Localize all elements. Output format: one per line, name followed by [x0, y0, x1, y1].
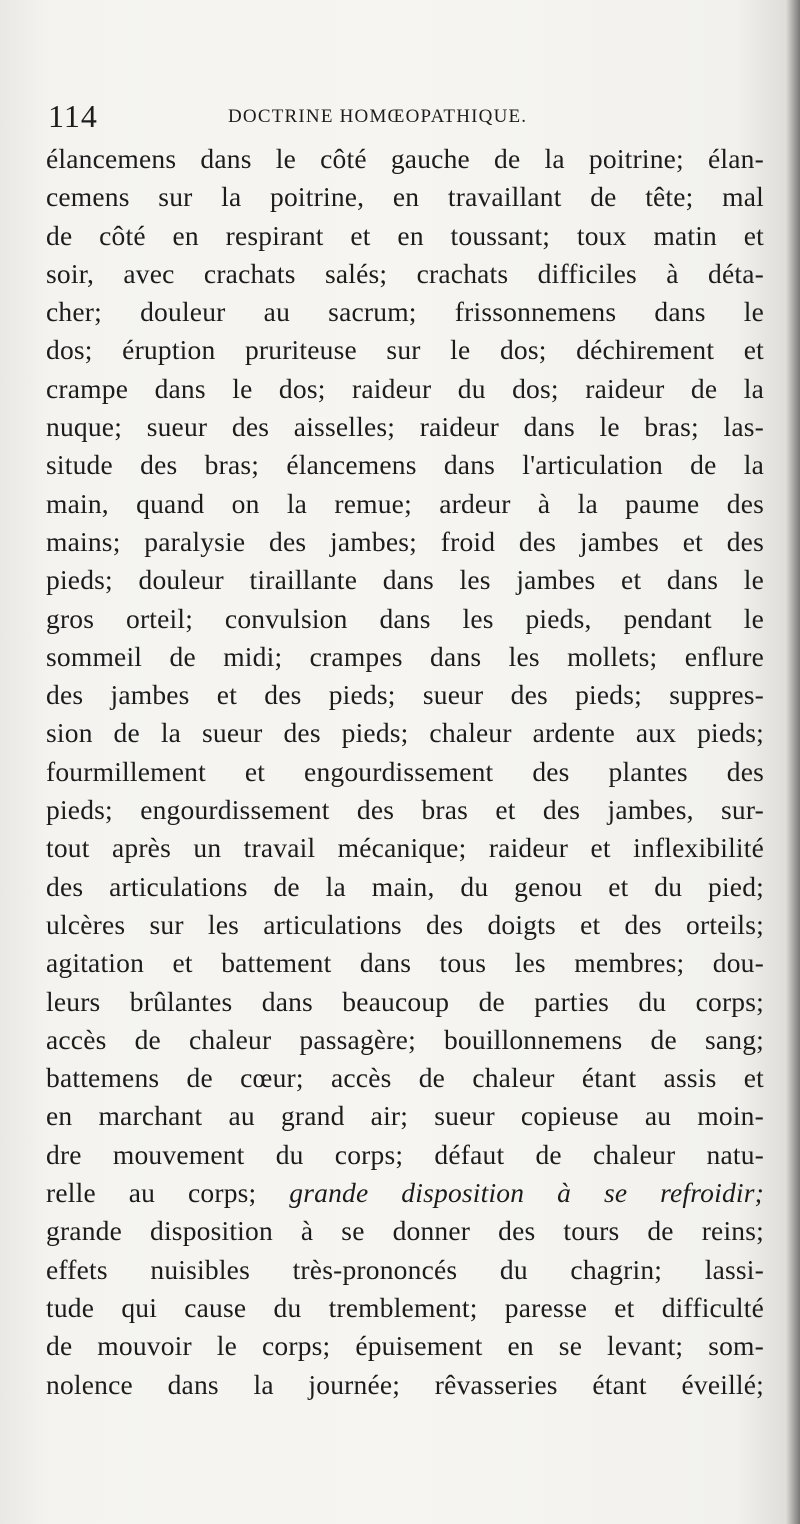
- binding-shadow: [786, 0, 800, 1524]
- text-line: grande disposition à se donner des tours de reins;: [46, 1215, 764, 1247]
- text-line: tude qui cause du tremblement; paresse et difficulté: [46, 1291, 764, 1323]
- running-title: DOCTRINE HOMŒOPATHIQUE.: [228, 106, 528, 127]
- page-number: 114: [48, 98, 98, 134]
- text-line: dos; éruption pruriteuse sur le dos; déchirement et: [46, 334, 764, 366]
- text-line: des articulations de la main, du genou et du pied;: [46, 870, 764, 902]
- text-line: ulcères sur les articulations des doigts et des orteils;: [46, 908, 764, 940]
- text-line-mixed: [46, 1174, 764, 1212]
- text-line: fourmillement et engourdissement des plantes des: [46, 755, 764, 787]
- text-line: leurs brûlantes dans beaucoup de parties du corps;: [46, 985, 764, 1017]
- text-line: gros orteil; convulsion dans les pieds, pendant le: [46, 602, 764, 634]
- text-line: nolence dans la journée; rêvasseries étant éveillé;: [46, 1368, 764, 1400]
- italic-phrase: grande disposition à se refroidir;: [289, 1177, 764, 1209]
- page-header: [48, 96, 768, 136]
- text-line: accès de chaleur passagère; bouillonnemens de sang;: [46, 1023, 764, 1055]
- text-segment: relle au corps;: [46, 1177, 290, 1209]
- text-line: en marchant au grand air; sueur copieuse au moin-: [46, 1100, 764, 1132]
- body-text: [46, 140, 764, 1404]
- text-line: agitation et battement dans tous les membres; dou-: [46, 947, 764, 979]
- text-line: dre mouvement du corps; défaut de chaleur natu-: [46, 1138, 764, 1170]
- text-line: soir, avec crachats salés; crachats difficiles à déta-: [46, 257, 764, 289]
- text-line: main, quand on la remue; ardeur à la paume des: [46, 487, 764, 519]
- text-line: des jambes et des pieds; sueur des pieds; suppres-: [46, 679, 764, 711]
- text-line: sion de la sueur des pieds; chaleur ardente aux pieds;: [46, 717, 764, 749]
- text-line: tout après un travail mécanique; raideur et inflexibilité: [46, 832, 764, 864]
- text-line: situde des bras; élancemens dans l'articulation de la: [46, 449, 764, 481]
- text-line: de mouvoir le corps; épuisement en se levant; som-: [46, 1330, 764, 1362]
- text-line: cemens sur la poitrine, en travaillant de tête; mal: [46, 181, 764, 213]
- text-line: élancemens dans le côté gauche de la poitrine; élan-: [46, 143, 764, 174]
- text-line: cher; douleur au sacrum; frissonnemens dans le: [46, 296, 764, 328]
- text-line: nuque; sueur des aisselles; raideur dans le bras; las-: [46, 411, 764, 443]
- text-line: mains; paralysie des jambes; froid des jambes et des: [46, 525, 764, 557]
- text-line: pieds; douleur tiraillante dans les jambes et dans le: [46, 564, 764, 596]
- text-line: pieds; engourdissement des bras et des jambes, sur-: [46, 794, 764, 826]
- text-line: battemens de cœur; accès de chaleur étant assis et: [46, 1062, 764, 1094]
- text-line: crampe dans le dos; raideur du dos; raideur de la: [46, 372, 764, 404]
- text-line: sommeil de midi; crampes dans les mollets; enflure: [46, 640, 764, 672]
- text-line: effets nuisibles très-prononcés du chagrin; lassi-: [46, 1253, 764, 1285]
- text-line: de côté en respirant et en toussant; toux matin et: [46, 219, 764, 251]
